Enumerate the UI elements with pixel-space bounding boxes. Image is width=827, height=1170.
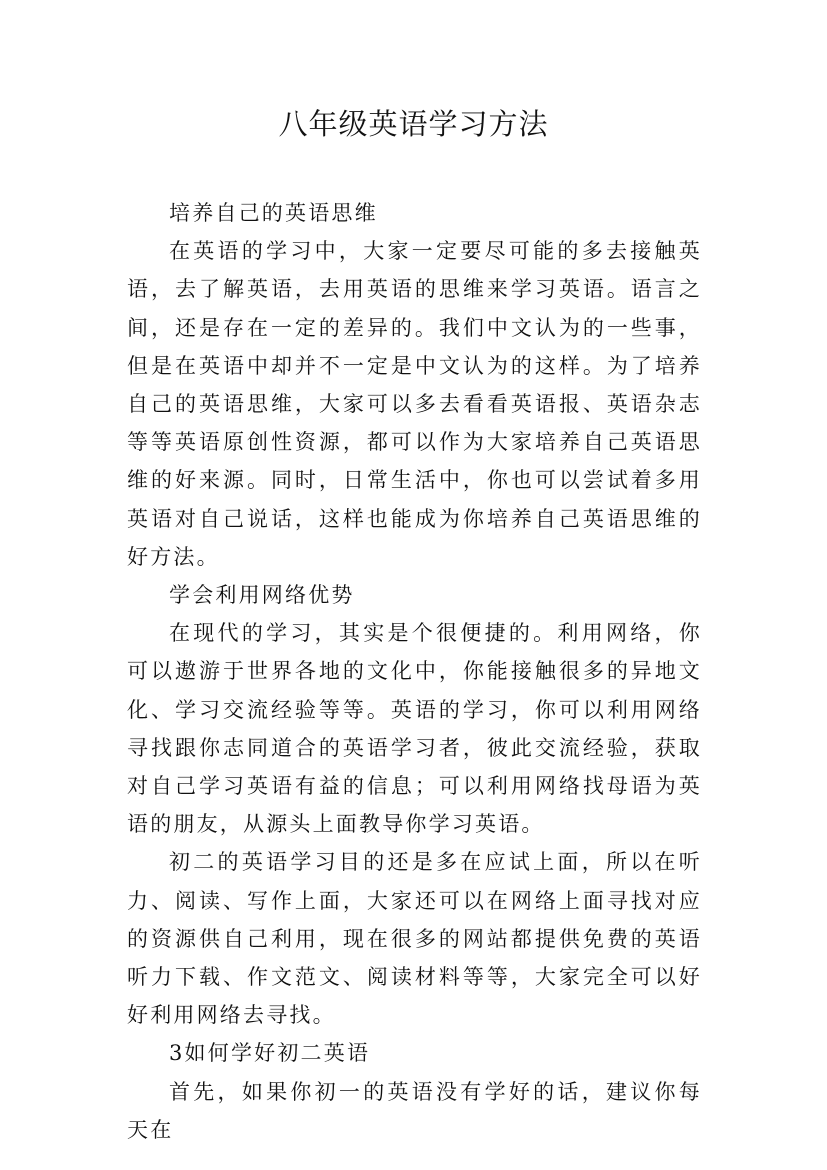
body-paragraph: 在英语的学习中，大家一定要尽可能的多去接触英语，去了解英语，去用英语的思维来学习英语。语言之间，还是存在一定的差异的。我们中文认为的一些事，但是在英语中却并不一定是中文认为的这样。为了培养自己的英语思维，大家可以多去看看英语报、英语杂志等等英语原创性资源，都可以作为大家培养自己英语思维的好来源。同时，日常生活中，你也可以尝试着多用英语对自己说话，这样也能成为你培养自己英语思维的好方法。 bbox=[127, 239, 702, 569]
section-heading: 3如何学好初二英语 bbox=[169, 1041, 371, 1066]
document-body bbox=[127, 194, 702, 1149]
body-paragraph: 初二的英语学习目的还是多在应试上面，所以在听力、阅读、写作上面，大家还可以在网络上面寻找对应的资源供自己利用，现在很多的网站都提供免费的英语听力下载、作文范文、阅读材料等等，大家完全可以好好利用网络去寻找。 bbox=[127, 850, 702, 1028]
section-heading: 学会利用网络优势 bbox=[169, 583, 355, 608]
section-heading: 培养自己的英语思维 bbox=[169, 201, 378, 225]
document-title: 八年级英语学习方法 bbox=[278, 107, 549, 141]
body-paragraph: 首先，如果你初一的英语没有学好的话，建议你每天在 bbox=[127, 1079, 702, 1142]
body-paragraph: 在现代的学习，其实是个很便捷的。利用网络，你可以遨游于世界各地的文化中，你能接触很多的异地文化、学习交流经验等等。英语的学习，你可以利用网络寻找跟你志同道合的英语学习者，彼此交流经验，获取对自己学习英语有益的信息；可以利用网络找母语为英语的朋友，从源头上面教导你学习英语。 bbox=[127, 621, 702, 837]
